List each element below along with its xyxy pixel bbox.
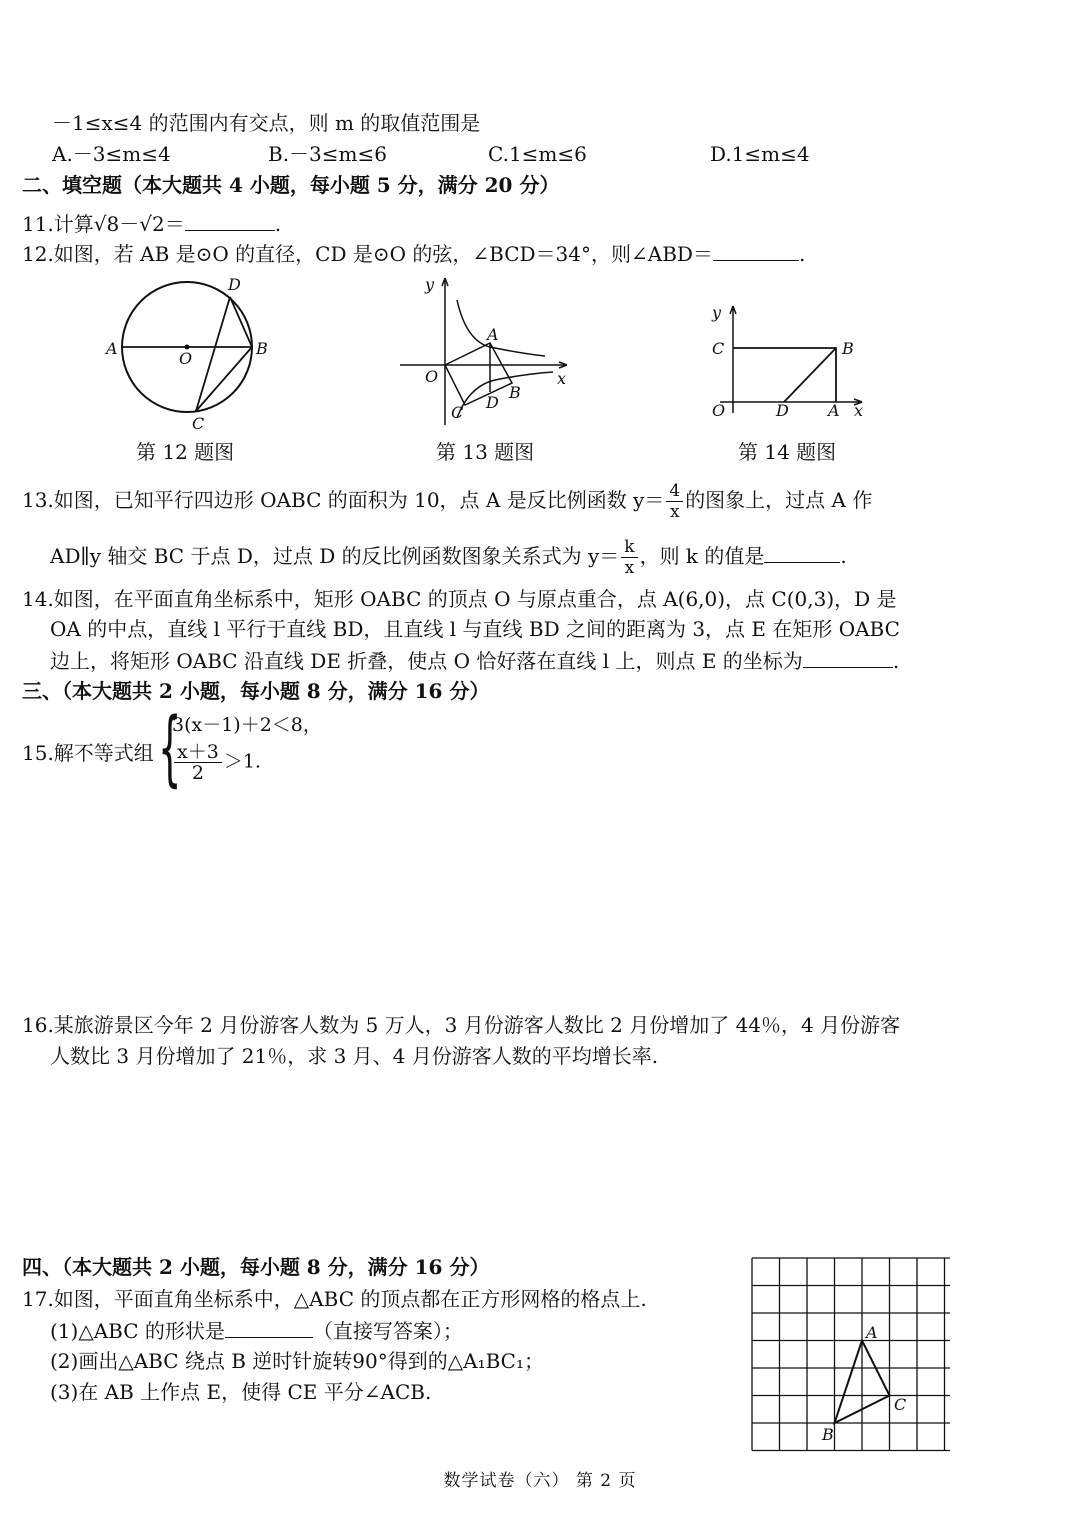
q10-option-d: D.1≤m≤4	[710, 142, 810, 166]
fraction-4-over-x	[666, 481, 683, 522]
q13-line1-post: 的图象上，过点 A 作	[685, 488, 873, 512]
q12-text: 12.如图，若 AB 是⊙O 的直径，CD 是⊙O 的弦，∠BCD＝34°，则∠ABD＝	[22, 242, 713, 266]
q11-answer-blank[interactable]	[185, 208, 275, 231]
figure-14-caption: 第 14 题图	[738, 440, 837, 464]
q16-line2: 人数比 3 月份增加了 21％，求 3 月、4 月份游客人数的平均增长率.	[50, 1044, 659, 1068]
q13-line1-pre: 13.如图，已知平行四边形 OABC 的面积为 10，点 A 是反比例函数 y＝	[22, 488, 665, 512]
fraction-x-plus-3-over-2	[174, 742, 222, 783]
square-grid	[752, 1258, 950, 1451]
section4-header: 四、（本大题共 2 小题，每小题 8 分，满分 16 分）	[22, 1255, 490, 1279]
fig14-label-d: D	[776, 401, 789, 420]
fig13-label-a: A	[487, 325, 499, 344]
fig14-label-x: x	[854, 401, 864, 420]
q10-option-b: B.－3≤m≤6	[268, 142, 387, 166]
q10-option-a: A.－3≤m≤4	[52, 142, 171, 166]
q15-inequality-1: 3(x－1)＋2＜8，	[172, 714, 322, 736]
q14-end: .	[892, 649, 900, 673]
q15-inequality-2	[172, 742, 261, 783]
parallelogram-oabc	[445, 343, 512, 405]
page-footer: 数学试卷（六） 第 2 页	[443, 1471, 637, 1491]
fig13-label-b: B	[509, 383, 521, 402]
curve-y-4-over-x	[457, 300, 545, 356]
figure-17-grid	[748, 1254, 958, 1458]
fig12-label-b: B	[256, 339, 268, 358]
grid-label-b: B	[822, 1425, 834, 1444]
fig13-label-x: x	[557, 369, 567, 388]
segment-bd	[230, 297, 252, 347]
fraction-numerator: x＋3	[174, 742, 222, 763]
figure-12	[100, 270, 280, 435]
fig12-label-d: D	[228, 275, 241, 294]
q13-line2	[50, 534, 847, 578]
q10-continuation: －1≤x≤4 的范围内有交点，则 m 的取值范围是	[52, 111, 481, 135]
fraction-numerator: k	[621, 537, 637, 558]
q13-line1	[22, 478, 872, 522]
q14-line2: OA 的中点，直线 l 平行于直线 BD，且直线 l 与直线 BD 之间的距离为 3，点 E 在矩形 OABC	[50, 617, 900, 641]
segment-bd	[784, 348, 836, 402]
section2-header: 二、填空题（本大题共 4 小题，每小题 5 分，满分 20 分）	[22, 173, 560, 197]
q15-inequality-2-rest: ＞1.	[223, 750, 261, 773]
q17-answer-blank[interactable]	[225, 1315, 313, 1338]
fraction-k-over-x	[621, 537, 637, 578]
section3-header: 三、（本大题共 2 小题，每小题 8 分，满分 16 分）	[22, 679, 490, 703]
q12-answer-blank[interactable]	[713, 238, 799, 261]
q17-sub1-post: （直接写答案）；	[312, 1319, 463, 1343]
fig13-label-o: O	[425, 367, 439, 386]
fig12-label-a: A	[106, 339, 118, 358]
q16-line1: 16.某旅游景区今年 2 月份游客人数为 5 万人，3 月份游客人数比 2 月份增加了 44％，4 月份游客	[22, 1013, 901, 1037]
q15-label: 15.解不等式组	[22, 741, 154, 765]
fig12-label-c: C	[192, 414, 205, 433]
fig14-label-c: C	[712, 339, 725, 358]
fig13-label-c: C	[451, 403, 464, 422]
q14-line3-text: 边上，将矩形 OABC 沿直线 DE 折叠，使点 O 恰好落在直线 l 上，则点 E 的坐标为	[50, 649, 803, 673]
grid-label-c: C	[894, 1395, 907, 1414]
q12-end: .	[798, 242, 806, 266]
q17-line1: 17.如图，平面直角坐标系中，△ABC 的顶点都在正方形网格的格点上.	[22, 1287, 647, 1311]
q13-line2-pre: AD∥y 轴交 BC 于点 D，过点 D 的反比例函数图象关系式为 y＝	[50, 544, 620, 568]
q13-line2-post: ，则 k 的值是	[639, 544, 765, 568]
q17-sub3: (3)在 AB 上作点 E，使得 CE 平分∠ACB.	[50, 1380, 432, 1404]
fig14-label-y: y	[712, 303, 722, 322]
fig14-label-o: O	[712, 401, 726, 420]
fig13-label-d: D	[486, 393, 499, 412]
q14-line1: 14.如图，在平面直角坐标系中，矩形 OABC 的顶点 O 与原点重合，点 A(6,0)，点 C(0,3)，D 是	[22, 587, 897, 611]
fig13-label-y: y	[425, 275, 435, 294]
chord-cd	[196, 297, 230, 411]
q17-sub2: (2)画出△ABC 绕点 B 逆时针旋转90°得到的△A₁BC₁；	[50, 1349, 544, 1373]
fig14-label-a: A	[828, 401, 840, 420]
fraction-numerator: 4	[666, 481, 683, 502]
q11-text: 11.计算√8－√2＝	[22, 212, 185, 236]
q11-end: .	[274, 212, 282, 236]
q17-sub1-pre: (1)△ABC 的形状是	[50, 1319, 225, 1343]
q11	[22, 208, 281, 239]
q13-answer-blank[interactable]	[764, 540, 840, 563]
fig14-label-b: B	[842, 339, 854, 358]
system-brace: {	[158, 701, 182, 796]
fraction-denominator: 2	[191, 762, 204, 784]
figure-12-caption: 第 12 题图	[136, 440, 235, 464]
q13-end: .	[840, 544, 847, 568]
grid-label-a: A	[866, 1323, 878, 1342]
fraction-denominator: x	[669, 502, 680, 522]
q17-sub1	[50, 1315, 463, 1346]
figure-13	[395, 270, 580, 430]
fraction-denominator: x	[624, 558, 635, 578]
q12	[22, 238, 805, 269]
q14-line3	[50, 645, 899, 676]
curve-y-k-over-x	[457, 372, 553, 418]
rectangle-oabc	[733, 348, 836, 402]
fig12-label-o: O	[179, 349, 193, 368]
q10-option-c: C.1≤m≤6	[488, 142, 587, 166]
figure-14	[700, 298, 875, 428]
q14-answer-blank[interactable]	[803, 645, 893, 668]
figure-13-caption: 第 13 题图	[436, 440, 535, 464]
